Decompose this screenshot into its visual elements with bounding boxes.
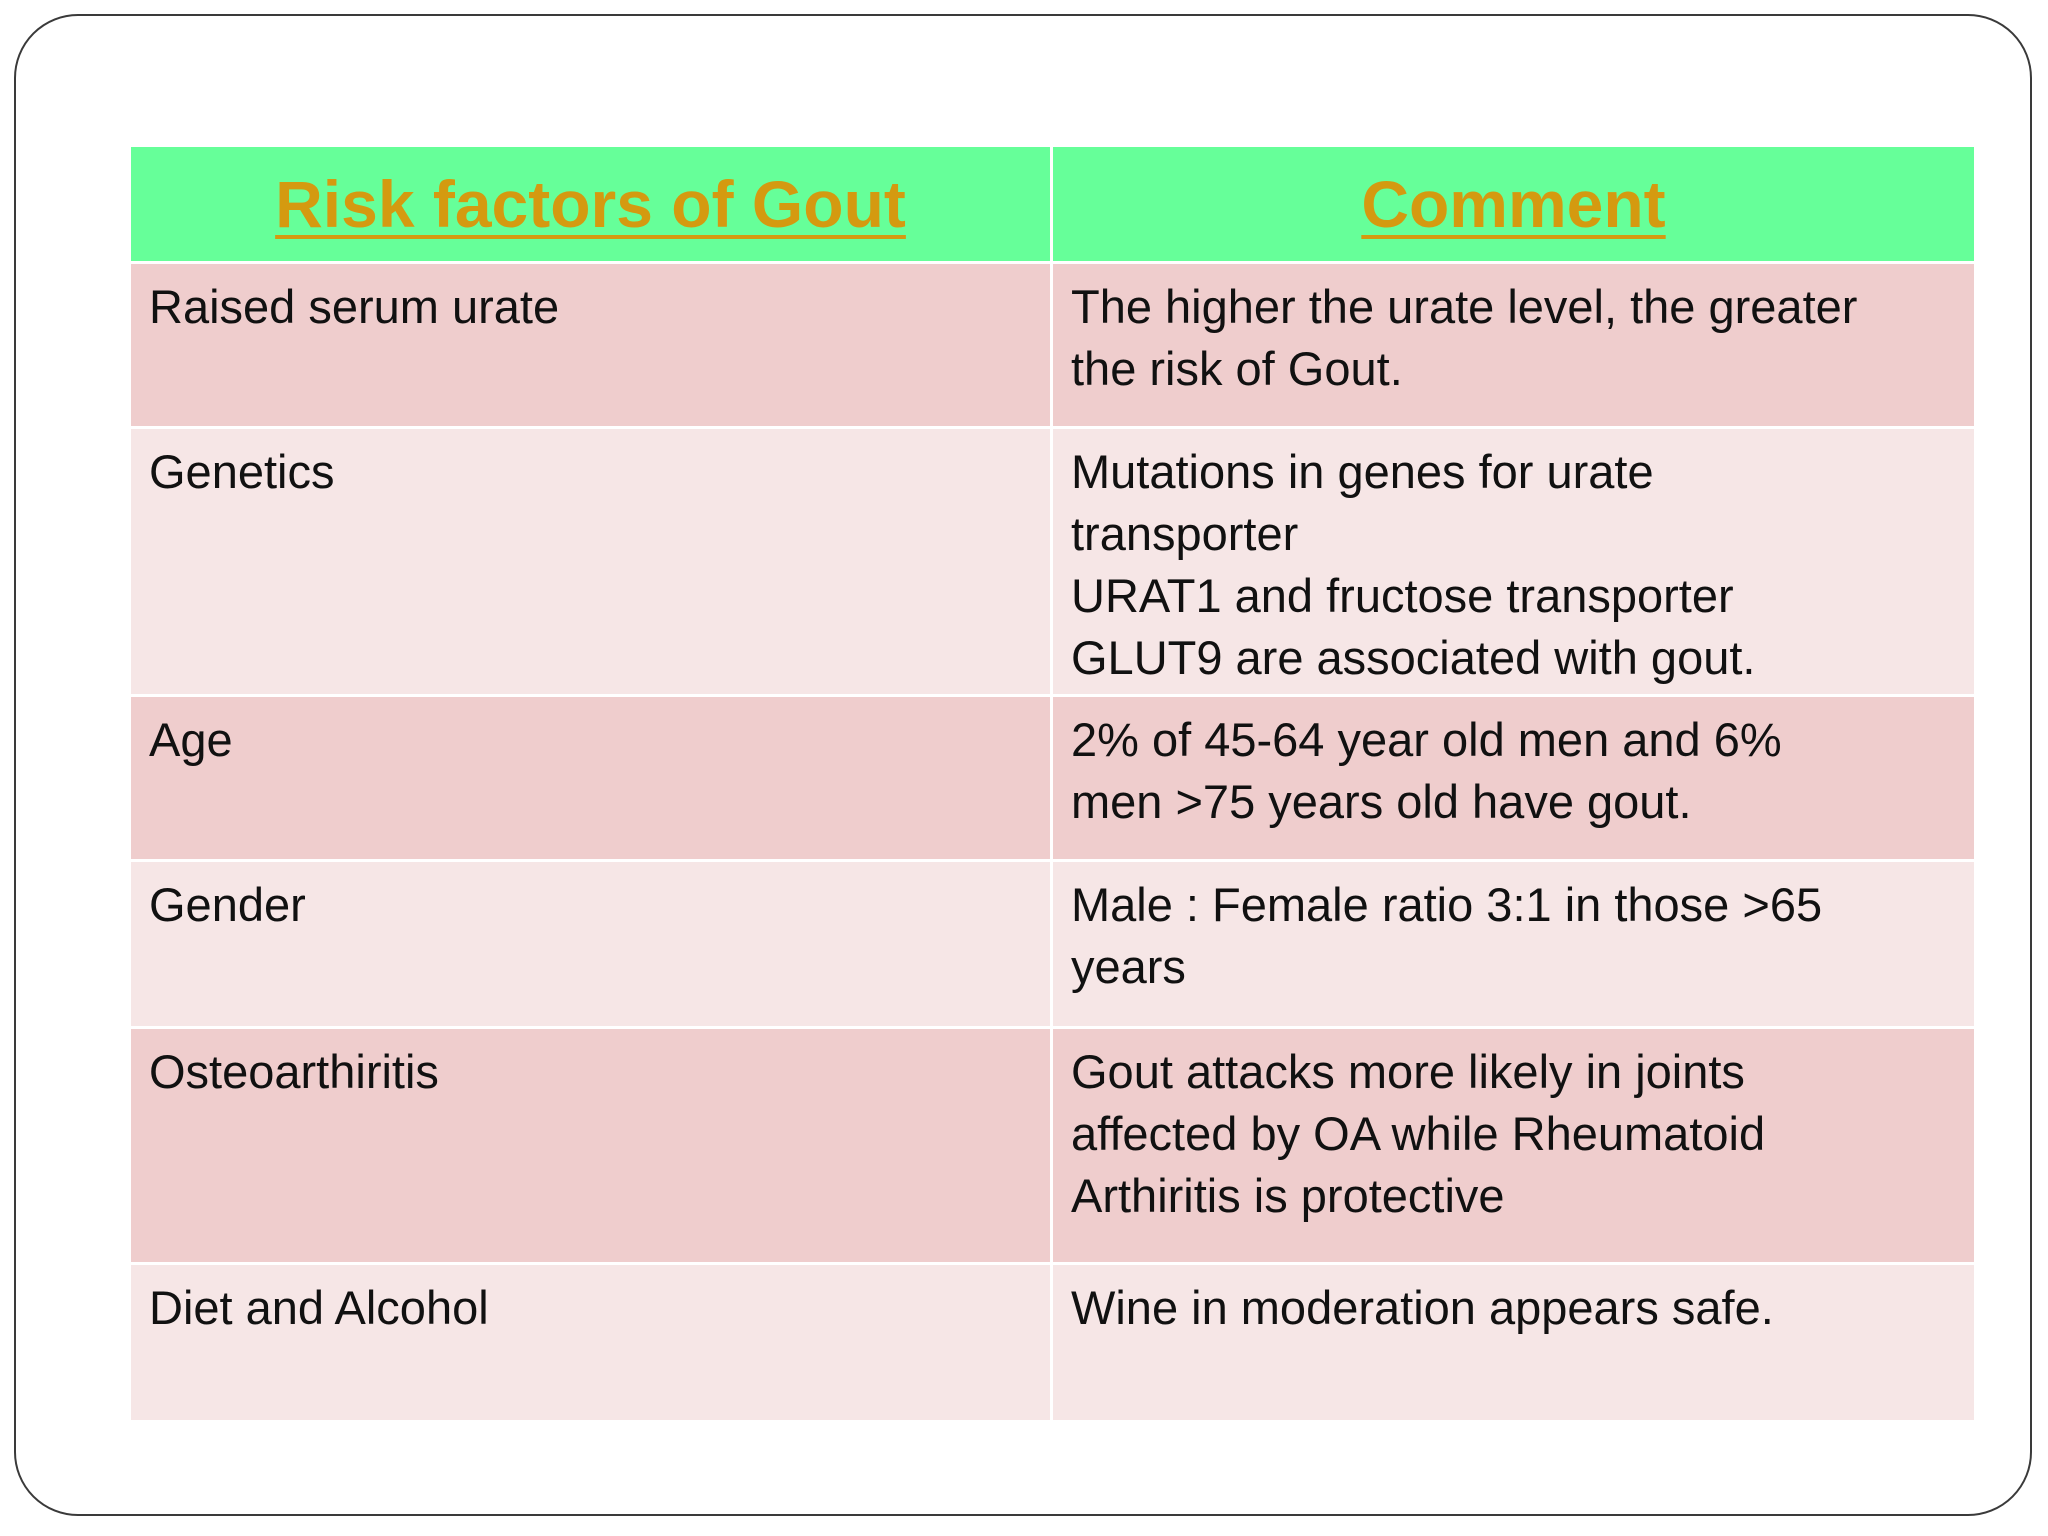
comment-cell: Male : Female ratio 3:1 in those >65 years <box>1052 861 1976 1028</box>
risk-factor-cell: Gender <box>130 861 1052 1028</box>
table-row <box>130 1264 1976 1422</box>
risk-factor-cell: Raised serum urate <box>130 263 1052 428</box>
comment-cell: 2% of 45-64 year old men and 6% men >75 years old have gout. <box>1052 696 1976 861</box>
header-risk-factors: Risk factors of Gout <box>275 167 906 241</box>
risk-factors-table-wrap <box>128 144 1974 1423</box>
table-row <box>130 861 1976 1028</box>
comment-cell: Wine in moderation appears safe. <box>1052 1264 1976 1422</box>
risk-factor-cell: Osteoarthiritis <box>130 1028 1052 1264</box>
header-comment: Comment <box>1361 167 1666 241</box>
risk-factor-cell: Age <box>130 696 1052 861</box>
comment-cell: Mutations in genes for urate transporter URAT1 and fructose transporter GLUT9 are associated with gout. <box>1052 428 1976 696</box>
header-cell-comment <box>1052 146 1976 263</box>
comment-cell: The higher the urate level, the greater the risk of Gout. <box>1052 263 1976 428</box>
table-row <box>130 263 1976 428</box>
header-cell-risk-factors <box>130 146 1052 263</box>
table-row <box>130 428 1976 696</box>
risk-factors-table <box>128 144 1977 1423</box>
slide-frame <box>14 14 2032 1516</box>
risk-factor-cell: Diet and Alcohol <box>130 1264 1052 1422</box>
comment-cell: Gout attacks more likely in joints affected by OA while Rheumatoid Arthiritis is protective <box>1052 1028 1976 1264</box>
table-row <box>130 696 1976 861</box>
risk-factor-cell: Genetics <box>130 428 1052 696</box>
table-row <box>130 1028 1976 1264</box>
table-header-row <box>130 146 1976 263</box>
